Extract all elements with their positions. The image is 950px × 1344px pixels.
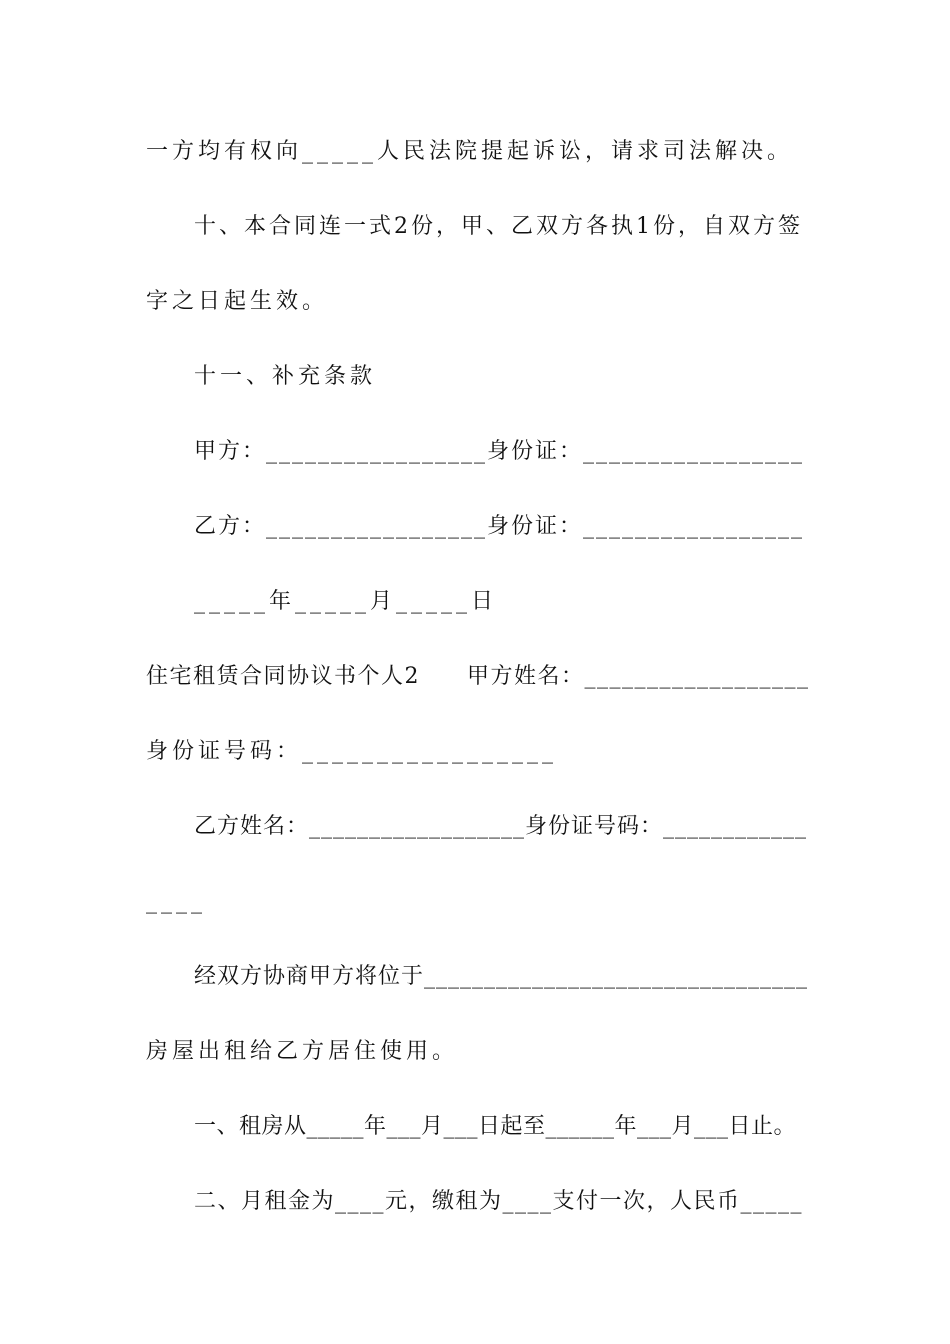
contract-two-title-party-a-name: 住宅租赁合同协议书个人2 甲方姓名：__________________ [146,664,810,689]
paragraph-lawsuit-right: 一方均有权向_____人民法院提起诉讼，请求司法解决。 [146,139,794,164]
clause-ten: 十、本合同连一式2份，甲、乙双方各执1份，自双方签 [194,214,803,239]
property-location: 经双方协商甲方将位于________________________________ [194,964,809,989]
party-a-id-number: 身份证号码：_________________ [146,739,558,764]
clause-two-rent: 二、月租金为____元，缴租为____支付一次，人民币_____ [194,1189,804,1214]
party-a-signature-line: 甲方：_________________身份证：_________________ [194,439,805,464]
date-line: _____年_____月_____日 [194,589,498,614]
clause-eleven-heading: 十一、补充条款 [194,364,377,389]
clause-one-rental-period: 一、租房从_____年___月___日起至______年___月___日止。 [194,1114,797,1139]
party-b-id-continued: ____ [146,889,206,914]
party-b-name-id: 乙方姓名：__________________身份证号码：____________ [194,814,808,839]
property-usage: 房屋出租给乙方居住使用。 [146,1039,459,1064]
party-b-signature-line: 乙方：_________________身份证：_________________ [194,514,805,539]
clause-ten-continued: 字之日起生效。 [146,289,329,314]
